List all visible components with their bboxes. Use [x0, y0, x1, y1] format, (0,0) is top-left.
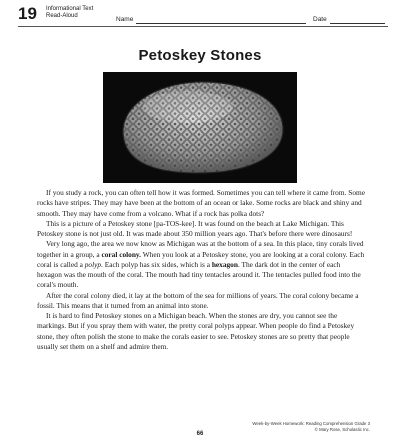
lesson-type-line1: Informational Text	[46, 6, 94, 12]
name-label: Name	[116, 16, 134, 23]
paragraph-3-part-d: . The dark dot in the center of each hexagon was the mouth of the coral. The mouth had tiny tentacles around it. The tentacles pulled food into the coral's mouth.	[37, 259, 361, 290]
paragraph-3-part-c: . Each polyp has six sides, which is a	[101, 259, 210, 269]
term-polyp: polyp	[84, 259, 102, 269]
paragraph-3-part-a: Very long ago, the area we now know as Michigan was at the bottom of a sea. In this place, tiny corals lived together in a group, a	[37, 239, 364, 259]
date-field-line[interactable]	[330, 23, 385, 24]
paragraph-4: After the coral colony died, it lay at the bottom of the sea for millions of years. The coral colony became a fossil. This means that it turned from an animal into stone.	[37, 290, 359, 310]
paragraph-2: This is a picture of a Petoskey stone [pa-TOS-kee]. It was found on the beach at Lake Michigan. This Petoskey stone is not just old. It was made about 350 million years ago. That's before there were dinosaurs!	[37, 218, 353, 238]
petoskey-stone-photo	[103, 72, 297, 183]
name-field-line[interactable]	[136, 23, 306, 24]
paragraph-3	[37, 239, 367, 290]
lesson-number: 19	[18, 4, 37, 23]
paragraph-1: If you study a rock, you can often tell how it was formed. Sometimes you can tell where it came from. Some rocks have stripes. They may have been at the bottom of an ocean or lake. Some rocks are black and shiny and smooth. They may have come from a volcano. What if a rock has polka dots?	[37, 188, 365, 218]
paragraph-3-part-b: When you look at a Petoskey stone, you are looking at a coral colony. Each coral is called a	[37, 249, 365, 269]
page-number: 66	[196, 431, 204, 437]
credit-line-1: Week-by-Week Homework: Reading Comprehension Grade 3	[252, 421, 370, 426]
date-label: Date	[313, 16, 327, 23]
lesson-type	[46, 6, 106, 20]
lesson-type-line2: Read-Aloud	[46, 13, 78, 19]
vocab-coral-colony: coral colony.	[101, 249, 142, 259]
worksheet-header	[18, 4, 388, 27]
vocab-hexagon: hexagon	[211, 259, 238, 269]
page-title: Petoskey Stones	[138, 47, 262, 64]
article-body	[37, 188, 367, 352]
credit-line-2: © Mary Rose, Scholastic Inc.	[314, 426, 370, 432]
paragraph-5: It is hard to find Petoskey stones on a Michigan beach. When the stones are dry, you cannot see the markings. But if you spray them with water, the pretty coral polyps appear. When people do find a Petoskey stone, they often polish the stone to make the corals easier to see. Petoskey stones are so pretty that people usually set them on a shelf and admire them.	[37, 311, 355, 351]
stone-illustration	[103, 72, 297, 183]
